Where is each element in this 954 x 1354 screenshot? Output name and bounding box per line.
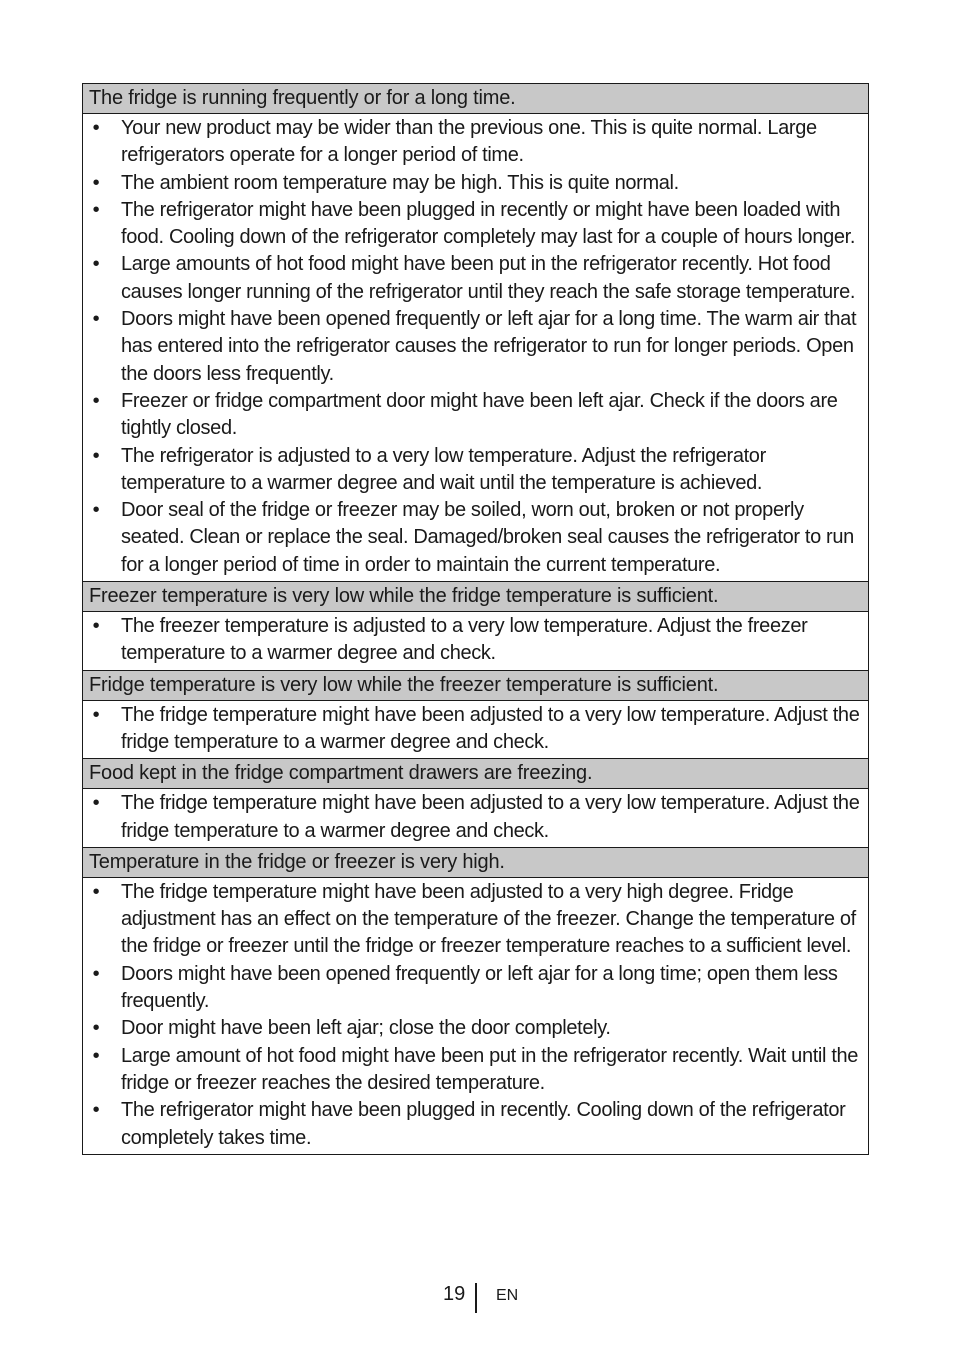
bullet-icon: •: [92, 171, 100, 194]
list-item-text: Doors might have been opened frequently or left ajar for a long time. The warm air that has entered into the refrigerator causes the refrigerator to run for longer periods. Open the doors less frequently.: [121, 308, 857, 385]
list-item-text: Large amounts of hot food might have been put in the refrigerator recently. Hot food causes longer running of the refrigerator until they reach the safe storage temperature.: [121, 253, 856, 303]
bullet-icon: •: [92, 615, 100, 638]
section-body: [83, 789, 868, 848]
list-item: [83, 790, 864, 845]
language-code: EN: [496, 1287, 519, 1304]
troubleshooting-table: [82, 83, 869, 1155]
bullet-icon: •: [92, 253, 100, 276]
section-heading: The fridge is running frequently or for a long time.: [83, 84, 868, 114]
list-item: [83, 443, 864, 498]
section-heading: Fridge temperature is very low while the freezer temperature is sufficient.: [83, 671, 868, 701]
bullet-icon: •: [92, 792, 100, 815]
list-item: [83, 702, 864, 757]
list-item: [83, 1015, 864, 1042]
list-item: [83, 1043, 864, 1098]
section-heading: Freezer temperature is very low while the fridge temperature is sufficient.: [83, 582, 868, 612]
bullet-icon: •: [92, 880, 100, 903]
bullet-icon: •: [92, 389, 100, 412]
list-item: [83, 961, 864, 1016]
list-item: [83, 497, 864, 579]
list-item: [83, 251, 864, 306]
bullet-icon: •: [92, 499, 100, 522]
list-item: [83, 388, 864, 443]
list-item-text: The fridge temperature might have been adjusted to a very high degree. Fridge adjustment has an effect on the temperature of the freezer. Change the temperature of the fridge or freezer until the fridge or freezer temperature reaches to a sufficient level.: [121, 880, 856, 958]
page-number: 19: [443, 1283, 466, 1305]
list-item-text: The refrigerator might have been plugged in recently. Cooling down of the refrigerator completely takes time.: [121, 1099, 846, 1149]
bullet-icon: •: [92, 117, 100, 139]
list-item-text: The refrigerator might have been plugged in recently or might have been loaded with food. Cooling down of the refrigerator completely may last for a couple of hours longer.: [121, 198, 856, 249]
bullet-list: [83, 115, 864, 579]
bullet-icon: •: [92, 1017, 100, 1040]
section-heading: Food kept in the fridge compartment drawers are freezing.: [83, 759, 868, 789]
list-item-text: Your new product may be wider than the previous one. This is quite normal. Large refrigerators operate for a longer period of time.: [121, 117, 817, 167]
bullet-list: [83, 613, 864, 668]
section-body: [83, 701, 868, 760]
list-item: [83, 170, 864, 197]
list-item: [83, 306, 864, 388]
list-item-text: Large amount of hot food might have been put in the refrigerator recently. Wait until the fridge or freezer reaches the desired temperature.: [121, 1044, 859, 1094]
section-body: [83, 612, 868, 671]
footer-divider: [475, 1283, 477, 1313]
bullet-icon: •: [92, 1044, 100, 1067]
list-item-text: The fridge temperature might have been adjusted to a very low temperature. Adjust the fridge temperature to a warmer degree and check.: [121, 703, 860, 753]
bullet-list: [83, 702, 864, 757]
list-item: [83, 1097, 864, 1152]
list-item-text: Doors might have been opened frequently or left ajar for a long time; open them less frequently.: [121, 962, 838, 1013]
bullet-icon: •: [92, 962, 100, 985]
page-footer: [0, 1280, 954, 1316]
section-body: [83, 878, 868, 1154]
list-item-text: Freezer or fridge compartment door might have been left ajar. Check if the doors are tightly closed.: [121, 389, 838, 440]
list-item: [83, 197, 864, 252]
list-item: [83, 115, 864, 170]
list-item-text: The freezer temperature is adjusted to a very low temperature. Adjust the freezer temperature to a warmer degree and check.: [121, 615, 808, 665]
bullet-list: [83, 879, 864, 1152]
list-item: [83, 879, 864, 961]
bullet-icon: •: [92, 308, 100, 331]
bullet-icon: •: [92, 1099, 100, 1122]
list-item-text: Door seal of the fridge or freezer may be soiled, worn out, broken or not properly seated. Clean or replace the seal. Damaged/broken seal causes the refrigerator to run for a longer period of time in order to maintain the current temperature.: [121, 499, 854, 576]
bullet-icon: •: [92, 703, 100, 726]
bullet-list: [83, 790, 864, 845]
list-item-text: The refrigerator is adjusted to a very low temperature. Adjust the refrigerator temperature to a warmer degree and wait until the temperature is achieved.: [121, 444, 766, 494]
section-body: [83, 114, 868, 582]
bullet-icon: •: [92, 198, 100, 221]
section-heading: Temperature in the fridge or freezer is very high.: [83, 848, 868, 878]
bullet-icon: •: [92, 444, 100, 467]
list-item: [83, 613, 864, 668]
list-item-text: The fridge temperature might have been adjusted to a very low temperature. Adjust the fridge temperature to a warmer degree and check.: [121, 792, 860, 842]
list-item-text: Door might have been left ajar; close the door completely.: [121, 1017, 611, 1040]
list-item-text: The ambient room temperature may be high. This is quite normal.: [121, 171, 679, 194]
